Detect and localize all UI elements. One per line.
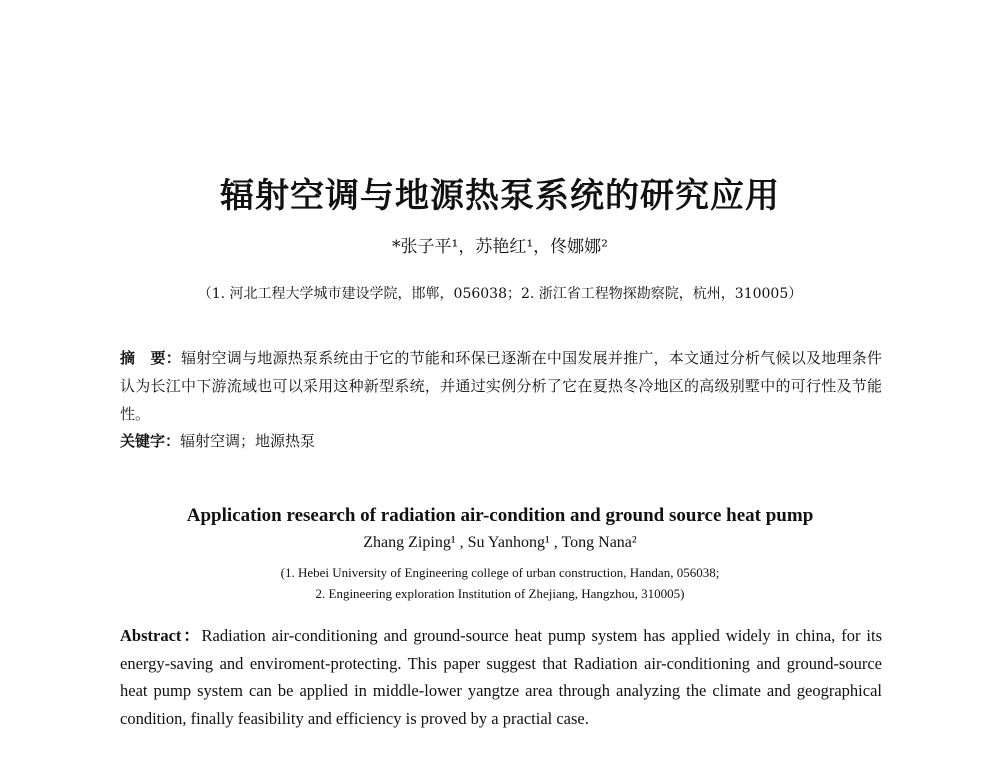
chinese-abstract-text: 辐射空调与地源热泵系统由于它的节能和环保已逐渐在中国发展并推广，本文通过分析气候以及地理条件认为长江中下游流域也可以采用这种新型系统，并通过实例分析了它在夏热冬冷地区的高级别墅中的可行性及节能性。 [120, 349, 882, 423]
english-abstract-label: Abstract： [120, 626, 202, 645]
chinese-abstract [120, 344, 882, 428]
chinese-keywords-label: 关键字： [120, 432, 181, 450]
english-authors: Zhang Ziping¹ , Su Yanhong¹ , Tong Nana² [363, 534, 637, 551]
english-title: Application research of radiation air-condition and ground source heat pump [186, 505, 814, 526]
chinese-title: 辐射空调与地源热泵系统的研究应用 [220, 176, 780, 216]
english-affiliation-2: 2. Engineering exploration Institution of Zhejiang, Hangzhou, 310005) [315, 586, 685, 601]
chinese-keywords [120, 427, 882, 455]
chinese-authors: *张子平¹，苏艳红¹，佟娜娜² [392, 237, 608, 257]
english-abstract-text: Radiation air-conditioning and ground-source heat pump system has applied widely in china, for its energy-saving and enviroment-protecting. This paper suggest that Radiation air-conditioning and ground-source heat pump system can be applied in middle-lower yangtze area through analyzing the climate and geographical condition, finally feasibility and efficiency is proved by a practial case. [120, 626, 882, 728]
chinese-keywords-text: 辐射空调；地源热泵 [180, 432, 316, 450]
english-affiliation-1: (1. Hebei University of Engineering college of urban construction, Handan, 056038; [280, 565, 720, 580]
chinese-abstract-label: 摘 要： [120, 349, 181, 367]
chinese-affiliation: （1. 河北工程大学城市建设学院，邯郸，056038；2. 浙江省工程物探勘察院，杭州，310005） [197, 286, 803, 302]
english-abstract [120, 622, 882, 732]
